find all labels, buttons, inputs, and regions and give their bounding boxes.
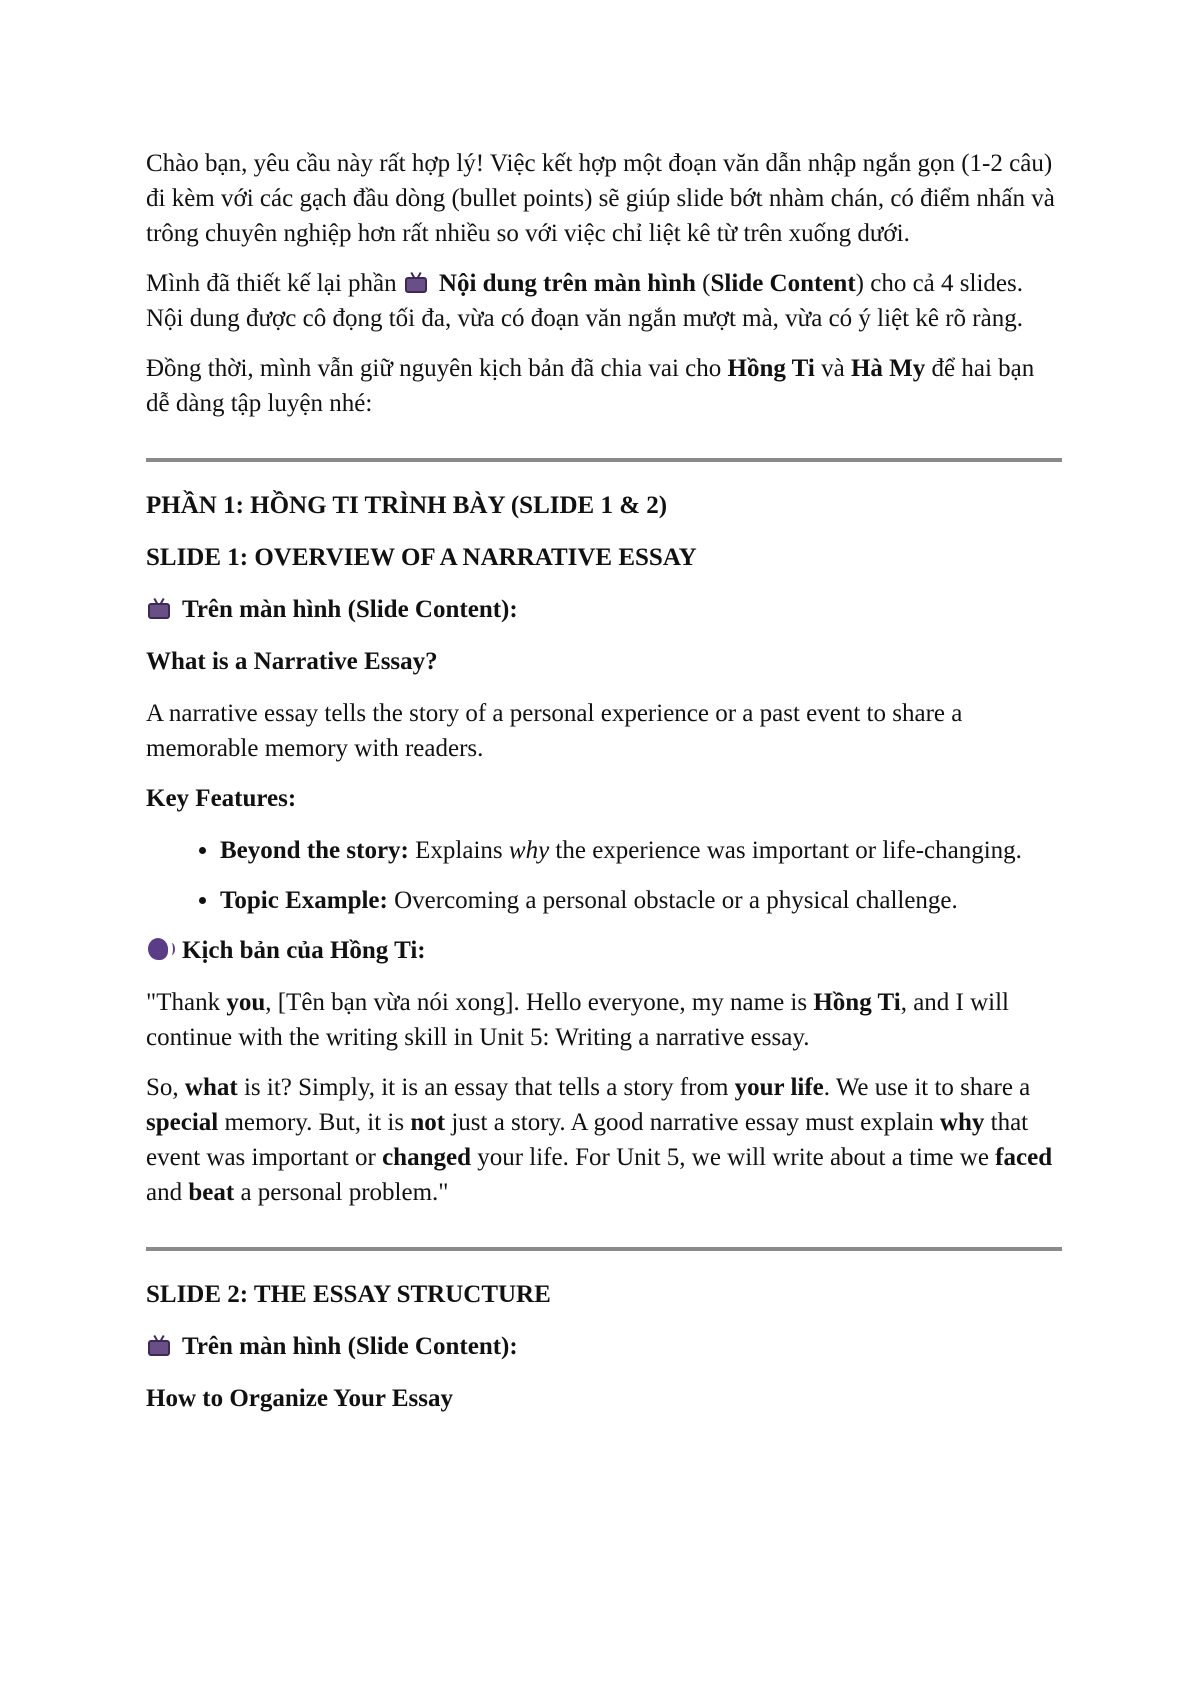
intro-paragraph-3: Đồng thời, mình vẫn giữ nguyên kịch bản đã chia vai cho Hồng Ti và Hà My để hai bạn dễ dàng tập luyện nhé: xyxy=(146,355,1035,417)
document-page xyxy=(146,146,1062,1433)
divider xyxy=(146,1247,1062,1251)
television-icon xyxy=(148,1335,174,1357)
slide-2-title: SLIDE 2: THE ESSAY STRUCTURE xyxy=(146,1281,551,1308)
slide-2-content-label: Trên màn hình (Slide Content): xyxy=(146,1329,1062,1364)
list-item: • Topic Example: Overcoming a personal obstacle or a physical challenge. xyxy=(220,883,1062,918)
speaking-head-icon xyxy=(148,937,174,961)
script-paragraph-1: "Thank you, [Tên bạn vừa nói xong]. Hello everyone, my name is Hồng Ti, and I will continue with the writing skill in Unit 5: Writing a narrative essay. xyxy=(146,989,1010,1051)
slide-1-definition: A narrative essay tells the story of a personal experience or a past event to share a memorable memory with readers. xyxy=(146,700,963,762)
slide-1-content-label: Trên màn hình (Slide Content): xyxy=(146,592,1062,627)
script-label: Kịch bản của Hồng Ti: xyxy=(146,933,1062,968)
list-item: • Beyond the story: Explains why the experience was important or life-changing. xyxy=(220,833,1062,868)
part-1-title: PHẦN 1: HỒNG TI TRÌNH BÀY (SLIDE 1 & 2) xyxy=(146,492,668,519)
intro-paragraph-1: Chào bạn, yêu cầu này rất hợp lý! Việc kết hợp một đoạn văn dẫn nhập ngắn gọn (1-2 câu) đi kèm với các gạch đầu dòng (bullet points) sẽ giúp slide bớt nhàm chán, có điểm nhấn và trông chuyên nghiệp hơn rất nhiều so với việc chỉ liệt kê từ trên xuống dưới. xyxy=(146,150,1055,247)
key-features-label: Key Features: xyxy=(146,785,297,812)
key-features-list xyxy=(146,833,1062,918)
script-paragraph-2: So, what is it? Simply, it is an essay that tells a story from your life. We use it to share a special memory. But, it is not just a story. A good narrative essay must explain why that event was important or changed your life. For Unit 5, we will write about a time we faced and beat a personal problem." xyxy=(146,1074,1053,1206)
intro-paragraph-2: Mình đã thiết kế lại phần Nội dung trên màn hình (Slide Content) cho cả 4 slides. Nội dung được cô đọng tối đa, vừa có đoạn văn ngắn mượt mà, vừa có ý liệt kê rõ ràng. xyxy=(146,270,1023,332)
slide-1-question: What is a Narrative Essay? xyxy=(146,648,438,675)
television-icon xyxy=(148,598,174,620)
divider xyxy=(146,458,1062,462)
television-icon xyxy=(405,272,431,294)
slide-2-heading: How to Organize Your Essay xyxy=(146,1385,453,1412)
slide-1-title: SLIDE 1: OVERVIEW OF A NARRATIVE ESSAY xyxy=(146,544,697,571)
